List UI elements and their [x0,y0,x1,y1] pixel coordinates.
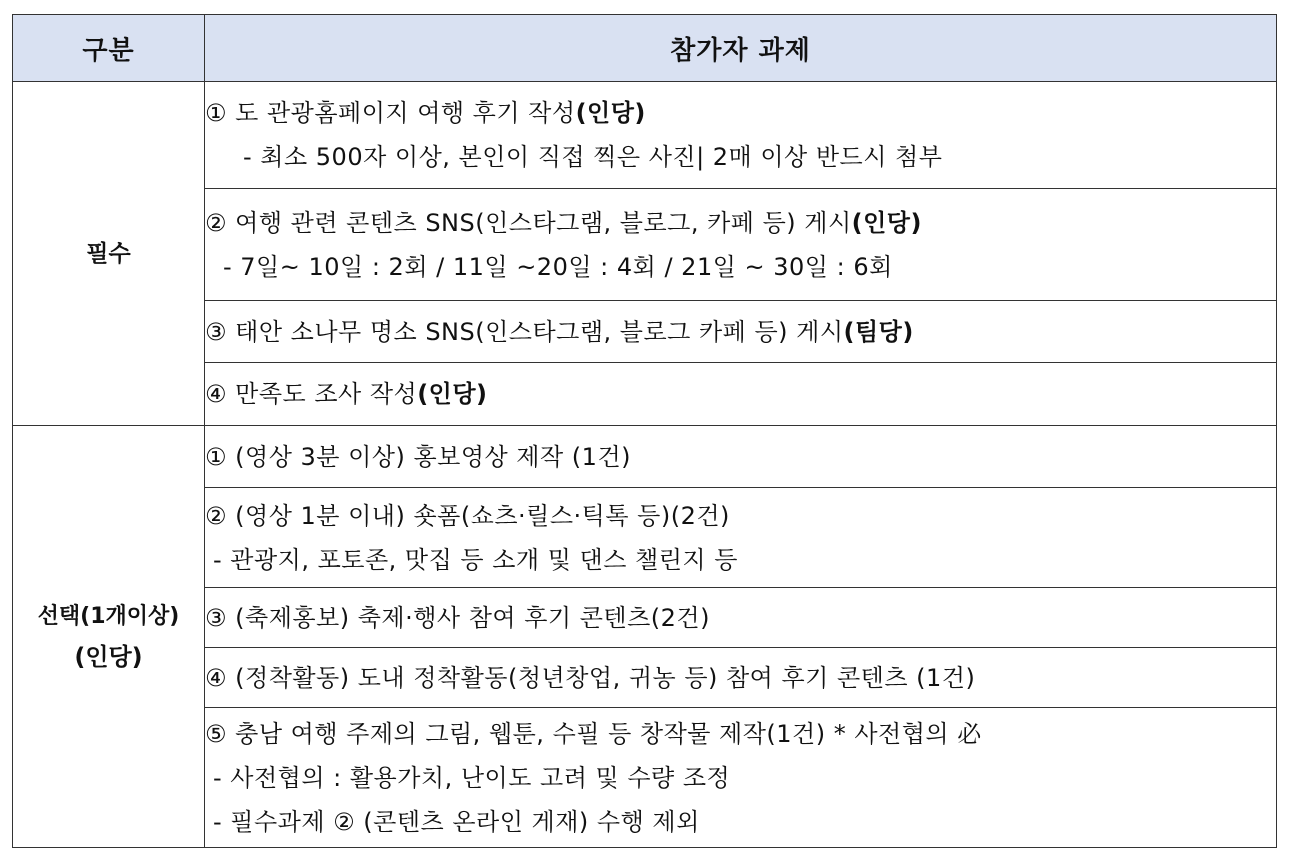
header-category: 구분 [13,15,205,82]
optional-label-line2: (인당) [74,642,143,671]
optional-label-line1: 선택(1개이상) [37,603,180,629]
required-task-4 [205,363,1277,426]
required-row-1 [13,82,1277,189]
task-text: ④ (정착활동) 도내 정착활동(청년창업, 귀농 등) 참여 후기 콘텐츠 (1건) [205,663,976,692]
task-detail: - 사전협의 : 활용가치, 난이도 고려 및 수량 조정 [213,763,731,792]
task-text: ② (영상 1분 이내) 숏폼(쇼츠·릴스·틱톡 등)(2건) [205,501,730,530]
optional-task-5 [205,708,1277,848]
task-detail: - 관광지, 포토존, 맛집 등 소개 및 댄스 챌린지 등 [213,545,738,574]
task-text: ① 도 관광홈페이지 여행 후기 작성 [205,99,576,127]
task-text: ④ 만족도 조사 작성 [205,380,418,408]
task-unit: (팀당) [843,317,914,346]
task-detail: - 필수과제 ② (콘텐츠 온라인 게재) 수행 제외 [213,807,700,836]
optional-task-2 [205,488,1277,588]
required-task-1 [205,82,1277,189]
task-text: ③ 태안 소나무 명소 SNS(인스타그램, 블로그 카페 등) 게시 [205,317,844,346]
header-row [13,15,1277,82]
optional-task-3 [205,588,1277,648]
task-unit: (인당) [417,380,488,408]
task-line [205,372,1276,416]
task-text: ⑤ 충남 여행 주제의 그림, 웹툰, 수필 등 창작물 제작(1건) * 사전협의 必 [205,719,982,748]
task-unit: (인당) [851,208,922,237]
task-line [205,91,1276,135]
task-line [205,310,1276,354]
required-task-2 [205,189,1277,301]
task-line [205,201,1276,245]
task-unit: (인당) [575,99,646,127]
optional-task-1 [205,426,1277,488]
optional-label [13,426,205,848]
task-text: ② 여행 관련 콘텐츠 SNS(인스타그램, 블로그, 카페 등) 게시 [205,208,852,237]
task-text: ① (영상 3분 이상) 홍보영상 제작 (1건) [205,442,631,471]
optional-row-1 [13,426,1277,488]
task-table [12,14,1277,848]
required-task-3 [205,301,1277,363]
header-tasks: 참가자 과제 [205,15,1277,82]
task-text: ③ (축제홍보) 축제·행사 참여 후기 콘텐츠(2건) [205,603,710,632]
optional-task-4 [205,648,1277,708]
task-detail: - 최소 500자 이상, 본인이 직접 찍은 사진| 2매 이상 반드시 첨부 [243,143,943,171]
task-detail: - 7일~ 10일 : 2회 / 11일 ~20일 : 4회 / 21일 ~ 30일 : 6회 [223,252,893,281]
required-label: 필수 [13,82,205,426]
